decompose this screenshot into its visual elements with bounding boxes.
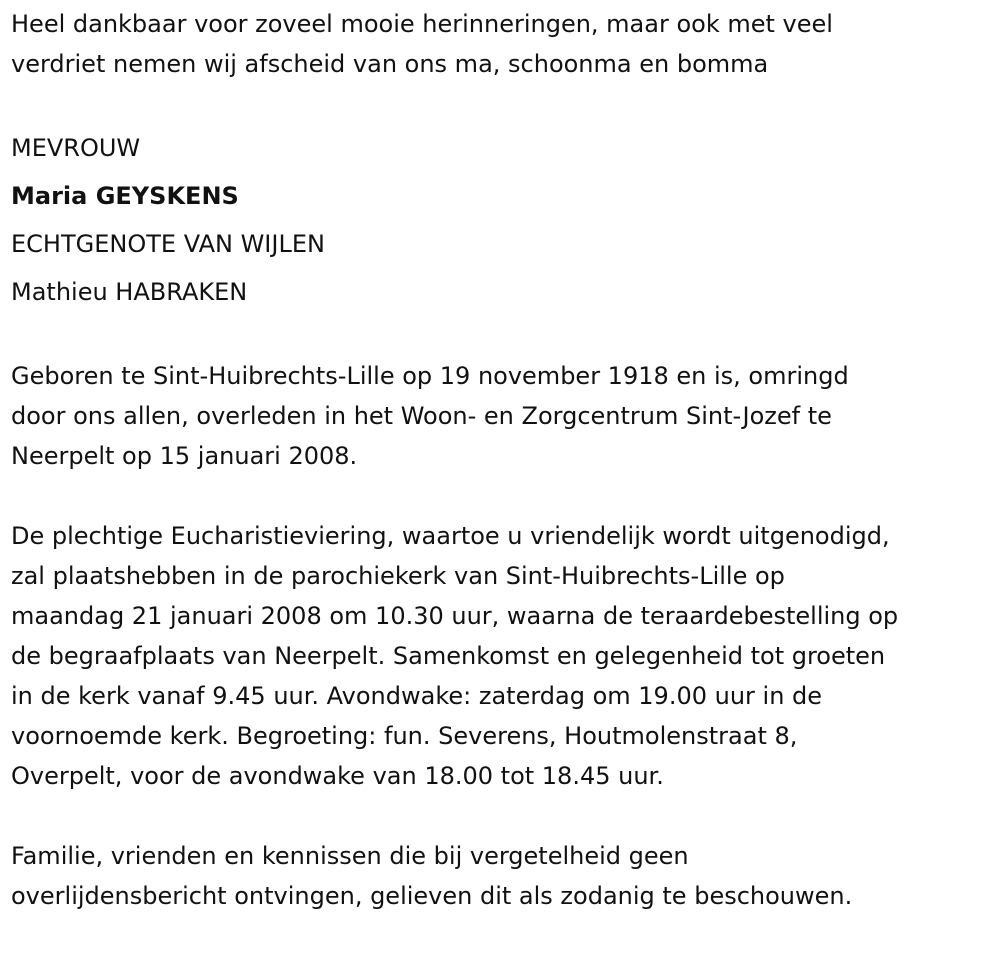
- ceremony-line: De plechtige Eucharistieviering, waartoe u vriendelijk wordt uitgenodigd,: [11, 522, 890, 550]
- closing-paragraph: [11, 836, 996, 916]
- birth-death-line: Geboren te Sint-Huibrechts-Lille op 19 november 1918 en is, omringd: [11, 362, 849, 390]
- closing-line: Familie, vrienden en kennissen die bij vergetelheid geen: [11, 842, 689, 870]
- deceased-name: Maria GEYSKENS: [11, 182, 239, 210]
- ceremony-line: Overpelt, voor de avondwake van 18.00 tot 18.45 uur.: [11, 762, 664, 790]
- ceremony-line: maandag 21 januari 2008 om 10.30 uur, waarna de teraardebestelling op: [11, 602, 899, 630]
- deceased-block: [11, 124, 996, 316]
- ceremony-line: voornoemde kerk. Begroeting: fun. Severens, Houtmolenstraat 8,: [11, 722, 798, 750]
- deceased-title: MEVROUW: [11, 134, 141, 162]
- obituary-notice: [11, 4, 996, 956]
- spouse-name: Mathieu HABRAKEN: [11, 278, 248, 306]
- closing-line: overlijdensbericht ontvingen, gelieven dit als zodanig te beschouwen.: [11, 882, 853, 910]
- intro-paragraph: [11, 4, 996, 84]
- ceremony-line: in de kerk vanaf 9.45 uur. Avondwake: zaterdag om 19.00 uur in de: [11, 682, 823, 710]
- birth-death-line: door ons allen, overleden in het Woon- en Zorgcentrum Sint-Jozef te: [11, 402, 832, 430]
- ceremony-line: de begraafplaats van Neerpelt. Samenkomst en gelegenheid tot groeten: [11, 642, 886, 670]
- birth-death-line: Neerpelt op 15 januari 2008.: [11, 442, 358, 470]
- ceremony-line: zal plaatshebben in de parochiekerk van Sint-Huibrechts-Lille op: [11, 562, 785, 590]
- birth-death-paragraph: [11, 356, 996, 476]
- intro-line: verdriet nemen wij afscheid van ons ma, schoonma en bomma: [11, 50, 769, 78]
- intro-line: Heel dankbaar voor zoveel mooie herinneringen, maar ook met veel: [11, 10, 833, 38]
- ceremony-paragraph: [11, 516, 996, 796]
- deceased-relation: ECHTGENOTE VAN WIJLEN: [11, 230, 325, 258]
